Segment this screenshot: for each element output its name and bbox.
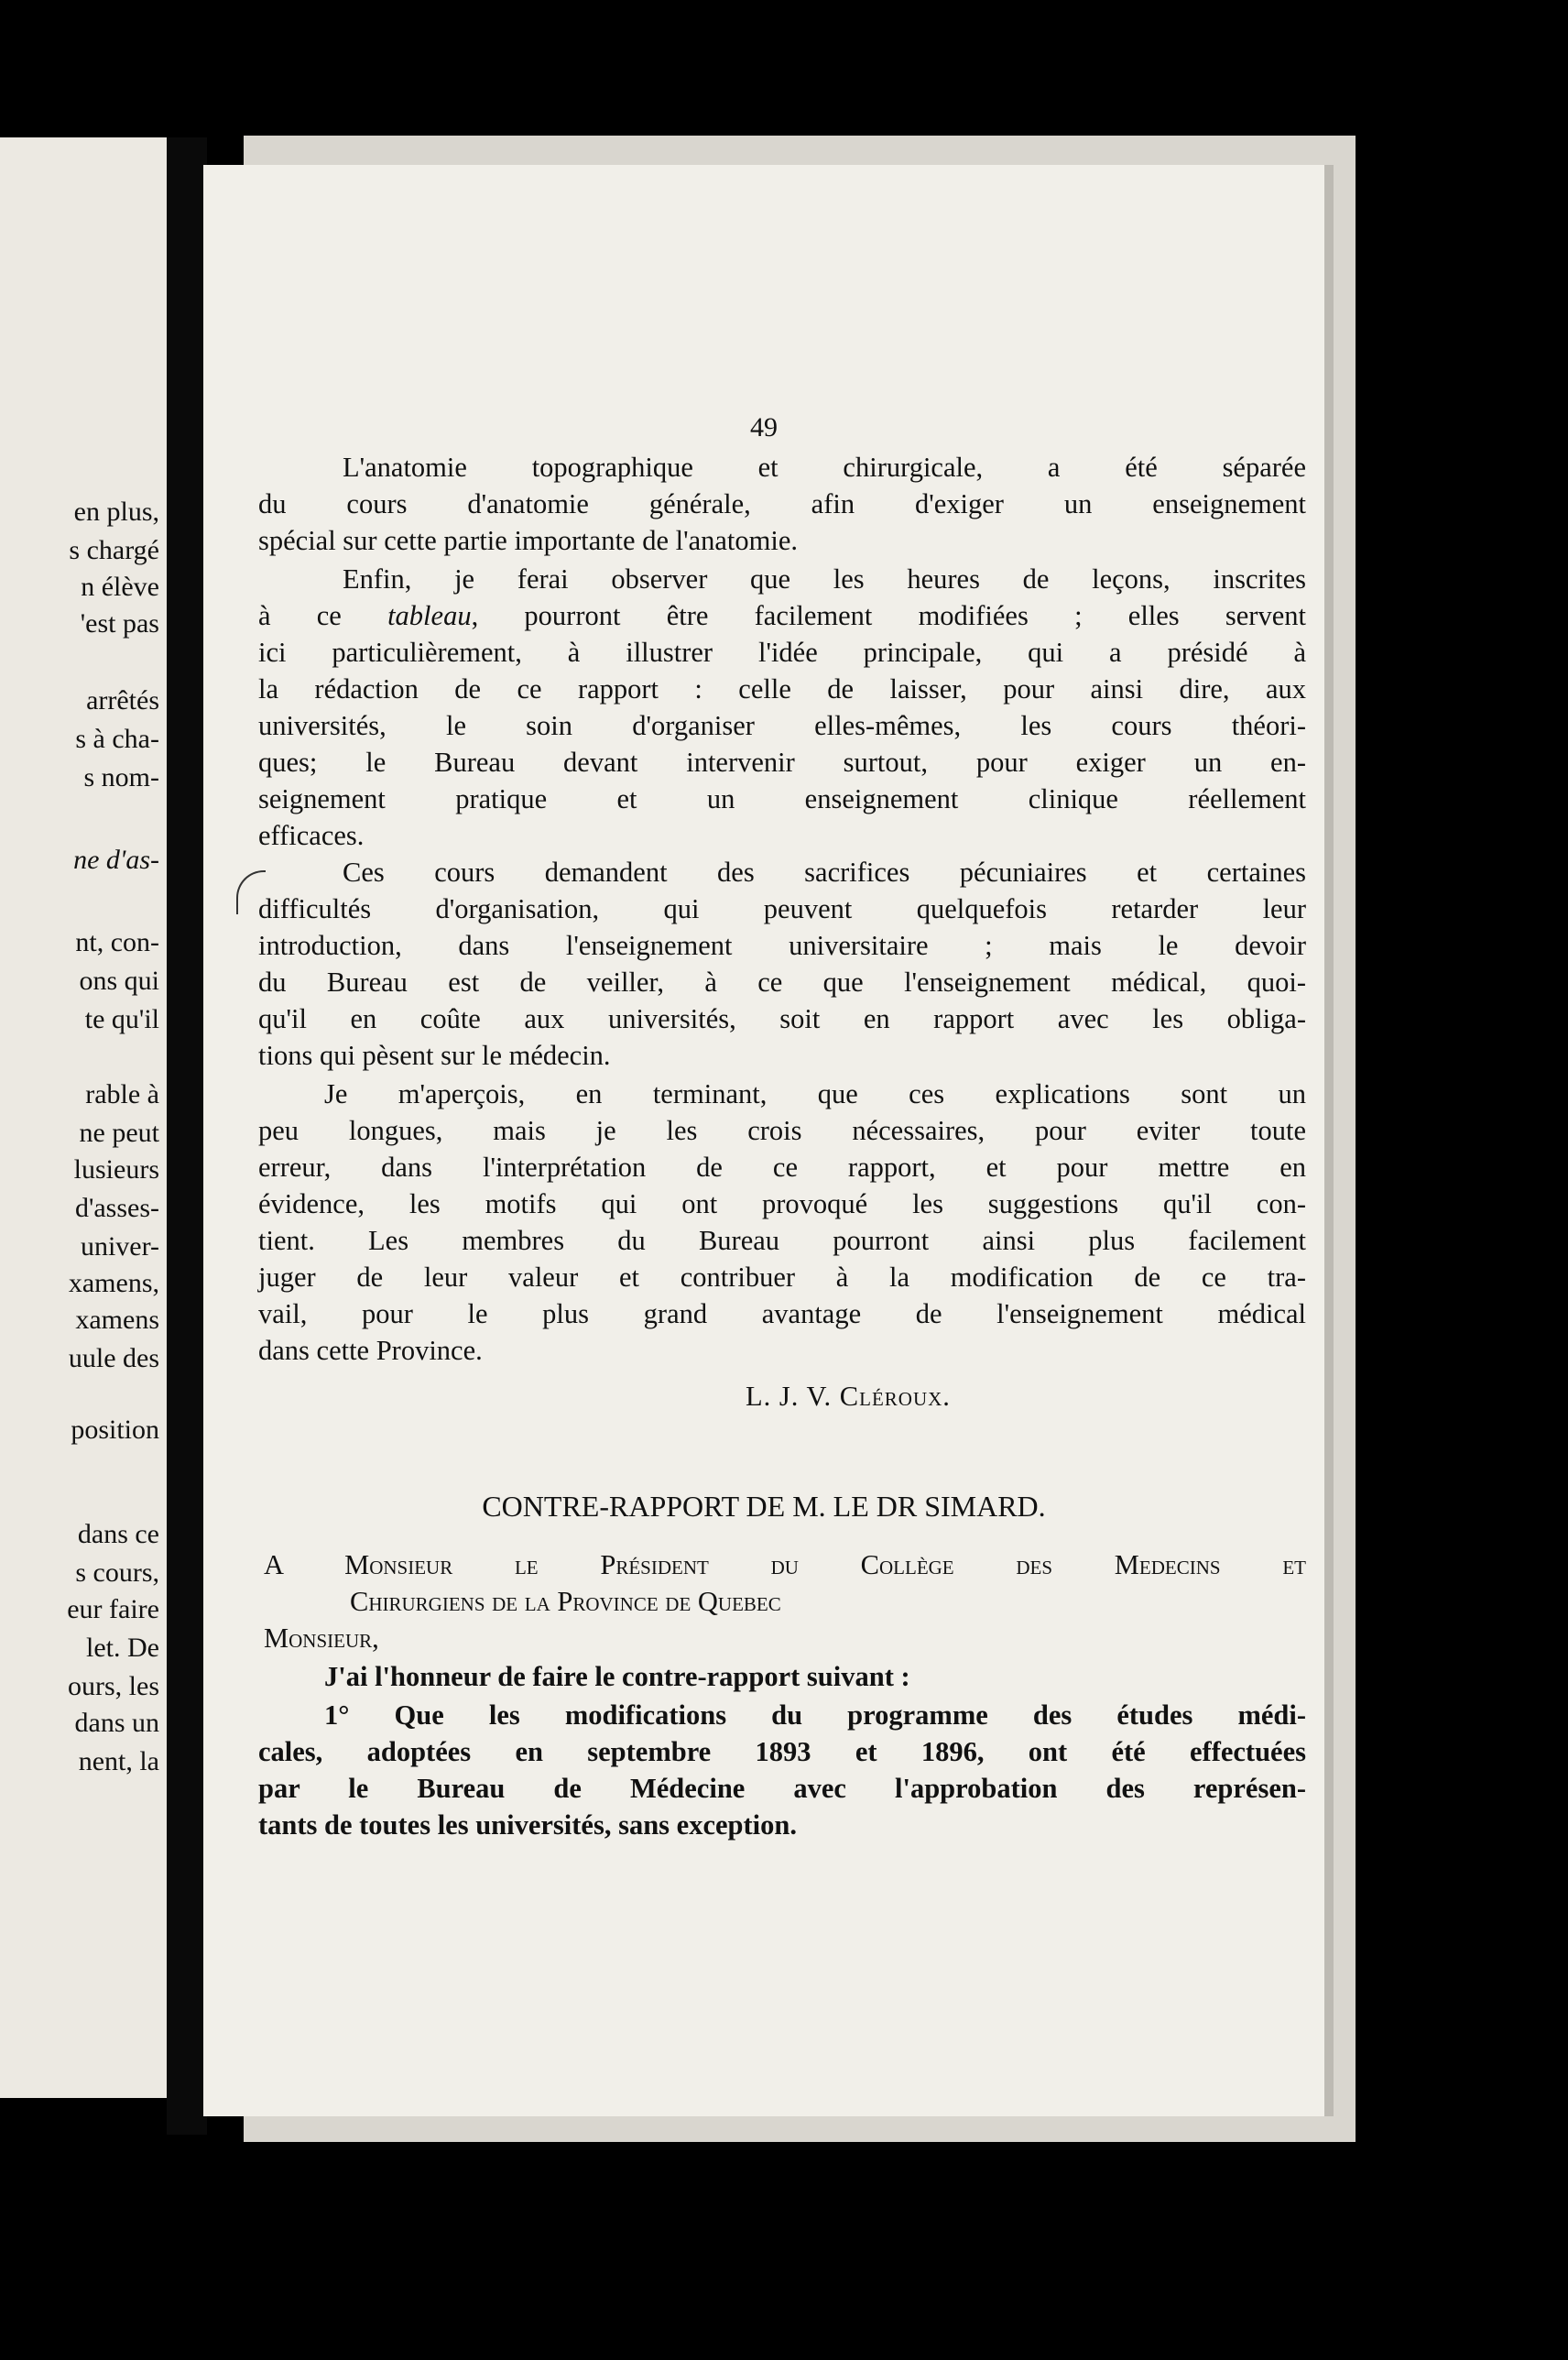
body-line: du cours d'anatomie générale, afin d'exiger un enseignement — [258, 488, 1306, 519]
text-run: à ce — [258, 600, 388, 631]
item-line: 1° Que les modifications du programme des études médi- — [324, 1699, 1306, 1731]
body-line: juger de leur valeur et contribuer à la modification de ce tra- — [258, 1262, 1306, 1293]
left-page-fragment: n élève — [81, 572, 159, 602]
left-page-fragment: ne d'as- — [73, 845, 159, 875]
body-line: peu longues, mais je les crois nécessaires, pour eviter toute — [258, 1115, 1306, 1146]
body-line: la rédaction de ce rapport : celle de laisser, pour ainsi dire, aux — [258, 673, 1306, 705]
body-line: Ces cours demandent des sacrifices pécuniaires et certaines — [343, 857, 1306, 888]
body-line: tient. Les membres du Bureau pourront ainsi plus facilement — [258, 1225, 1306, 1256]
left-page-fragment: dans un — [74, 1708, 159, 1738]
left-page-fragment: en plus, — [73, 497, 159, 527]
body-line: ques; le Bureau devant intervenir surtout, pour exiger un en- — [258, 747, 1306, 778]
left-page-fragment: eur faire — [67, 1594, 159, 1624]
left-page-fragment: s chargé — [69, 535, 159, 565]
body-line: du Bureau est de veiller, à ce que l'enseignement médical, quoi- — [258, 967, 1306, 998]
left-page-fragment: s nom- — [83, 762, 159, 792]
item-line: tants de toutes les universités, sans exception. — [258, 1809, 797, 1841]
left-page-fragment: lusieurs — [73, 1154, 159, 1185]
body-line: dans cette Province. — [258, 1335, 483, 1366]
body-line: difficultés d'organisation, qui peuvent quelquefois retarder leur — [258, 893, 1306, 924]
left-page-fragment: arrêtés — [86, 685, 159, 716]
body-line: tions qui pèsent sur le médecin. — [258, 1040, 611, 1071]
body-line: seignement pratique et un enseignement clinique réellement — [258, 783, 1306, 814]
address-line: A Monsieur le Président du Collège des Medecins et — [264, 1549, 1306, 1580]
body-line: ici particulièrement, à illustrer l'idée principale, qui a présidé à — [258, 637, 1306, 668]
left-page-fragment: dans ce — [77, 1519, 159, 1549]
page-number: 49 — [750, 412, 778, 442]
left-page-fragment: nent, la — [78, 1746, 159, 1776]
italic-word: tableau — [387, 600, 472, 631]
left-page-fragment: 'est pas — [80, 608, 159, 639]
salutation: Monsieur, — [264, 1622, 379, 1654]
body-line: introduction, dans l'enseignement universitaire ; mais le devoir — [258, 930, 1306, 961]
body-line: qu'il en coûte aux universités, soit en rapport avec les obliga- — [258, 1003, 1306, 1034]
body-line: évidence, les motifs qui ont provoqué les suggestions qu'il con- — [258, 1188, 1306, 1219]
left-page-fragment: uule des — [68, 1343, 159, 1373]
left-page-fragment: rable à — [85, 1079, 159, 1109]
left-page-fragment: ons qui — [79, 966, 159, 996]
body-line — [203, 597, 1324, 634]
left-page-fragment: s cours, — [75, 1557, 159, 1588]
body-line: universités, le soin d'organiser elles-mêmes, les cours théori- — [258, 710, 1306, 741]
address-line: Chirurgiens de la Province de Quebec — [350, 1586, 781, 1617]
body-line: erreur, dans l'interprétation de ce rapport, et pour mettre en — [258, 1152, 1306, 1183]
body-line: L'anatomie topographique et chirurgicale, a été séparée — [343, 452, 1306, 483]
book-gutter — [167, 137, 207, 2135]
left-page-fragment: ours, les — [68, 1671, 159, 1701]
left-page-fragment: nt, con- — [75, 927, 159, 957]
left-page-fragment: d'asses- — [74, 1193, 159, 1223]
section-title: CONTRE-RAPPORT DE M. LE DR SIMARD. — [482, 1490, 1046, 1523]
left-page-fragment: position — [71, 1415, 159, 1445]
signature: L. J. V. Cléroux. — [746, 1381, 951, 1412]
left-page-fragment: s à cha- — [75, 724, 159, 754]
body-line: spécial sur cette partie importante de l'anatomie. — [258, 525, 798, 556]
left-page-fragment: univer- — [80, 1231, 159, 1262]
left-page-fragment: te qu'il — [84, 1004, 159, 1034]
page-edge — [1324, 165, 1334, 2116]
text-run: , pourront être facilement modifiées ; elles servent — [471, 600, 1306, 631]
body-line: Je m'aperçois, en terminant, que ces explications sont un — [324, 1078, 1306, 1109]
left-page-fragment: xamens, — [68, 1268, 159, 1298]
body-line: Enfin, je ferai observer que les heures de leçons, inscrites — [343, 563, 1306, 595]
body-line: efficaces. — [258, 820, 365, 851]
body-line: vail, pour le plus grand avantage de l'enseignement médical — [258, 1298, 1306, 1329]
item-line: par le Bureau de Médecine avec l'approbation des représen- — [258, 1773, 1306, 1804]
left-page-fragment: xamens — [75, 1305, 159, 1335]
left-page-fragment: ne peut — [79, 1118, 159, 1148]
main-page — [203, 165, 1324, 2116]
left-page-fragment: let. De — [86, 1633, 159, 1663]
intro-line: J'ai l'honneur de faire le contre-rapport suivant : — [324, 1661, 910, 1692]
left-facing-page — [0, 137, 167, 2098]
item-line: cales, adoptées en septembre 1893 et 1896, ont été effectuées — [258, 1736, 1306, 1767]
